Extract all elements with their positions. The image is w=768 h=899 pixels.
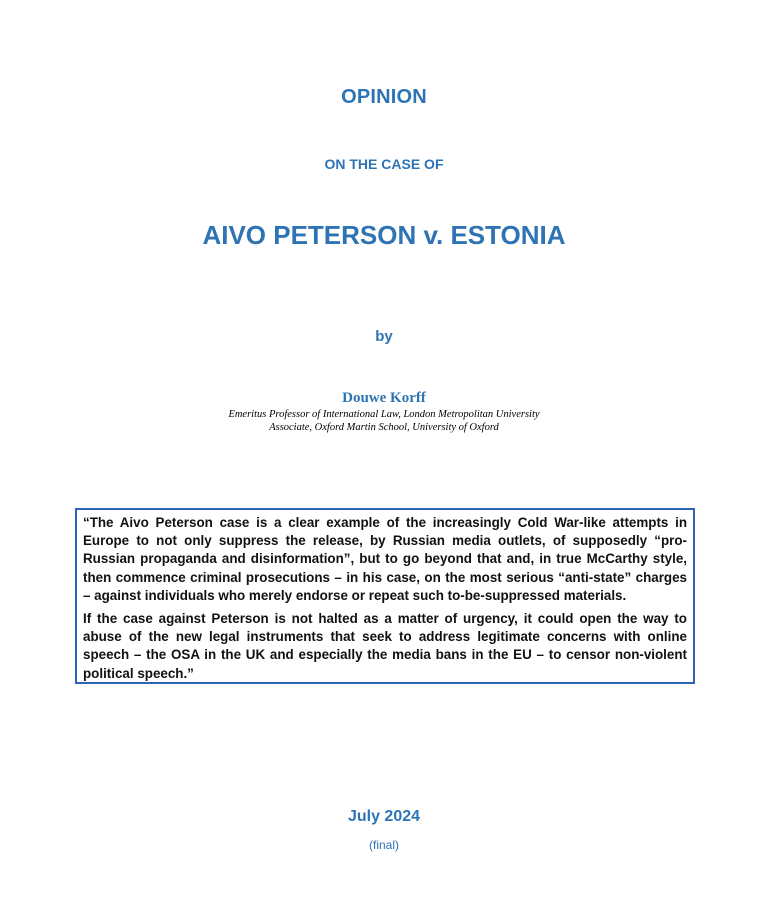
author-affiliation-secondary: Associate, Oxford Martin School, University of Oxford bbox=[269, 422, 499, 433]
by-label: by bbox=[375, 328, 393, 345]
quote-paragraph-1: “The Aivo Peterson case is a clear example of the increasingly Cold War-like attempts in Europe to not only suppress the release, by Russian media outlets, of supposedly “pro-Russian propaganda and disinformation”, but to go beyond that and, in true McCarthy style, then commence criminal prosecutions – in his case, on the most serious “anti-state” charges – against individuals who merely endorse or repeat such to-be-suppressed materials. bbox=[83, 515, 687, 603]
document-subtitle: ON THE CASE OF bbox=[324, 156, 444, 172]
document-title: OPINION bbox=[341, 86, 427, 108]
author-name: Douwe Korff bbox=[342, 390, 426, 406]
publication-date: July 2024 bbox=[347, 808, 421, 825]
summary-quote-box bbox=[75, 508, 695, 684]
document-status: (final) bbox=[368, 838, 399, 852]
author-affiliation-primary: Emeritus Professor of International Law, London Metropolitan University bbox=[228, 409, 540, 420]
case-title: AIVO PETERSON v. ESTONIA bbox=[202, 220, 566, 250]
quote-paragraph-2: If the case against Peterson is not halted as a matter of urgency, it could open the way to abuse of the new legal instruments that seek to address legitimate concerns with online speech – the OSA in the UK and especially the media bans in the EU – to censor non-violent political speech.” bbox=[83, 611, 687, 681]
